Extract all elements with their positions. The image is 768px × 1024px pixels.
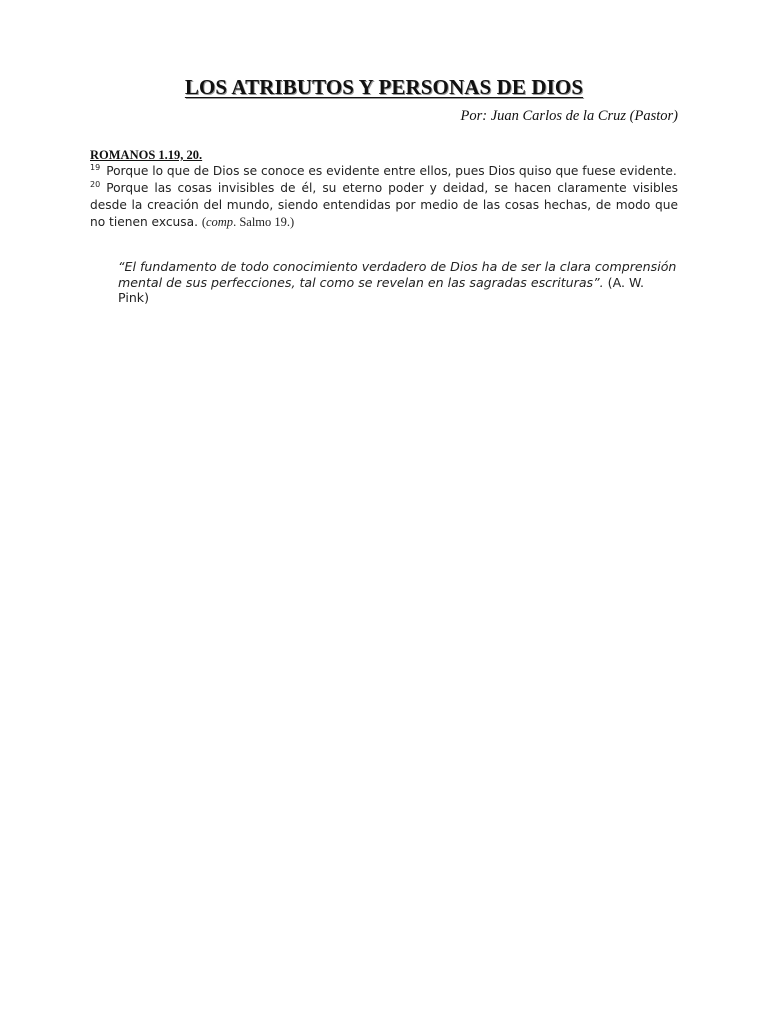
quote-text: “El fundamento de todo conocimiento verdadero de Dios ha de ser la clara comprensión mental de sus perfecciones, tal como se revelan en las sagradas escrituras”. [118, 259, 677, 290]
verse-text: Porque las cosas invisibles de él, su eterno poder y deidad, se hacen claramente visibles desde la creación del mundo, siendo entendidas por medio de las cosas hechas, de modo que no tienen excusa. [90, 181, 678, 229]
quote-author: (A. W. Pink) [118, 274, 644, 305]
document-title: LOS ATRIBUTOS Y PERSONAS DE DIOS [184, 75, 584, 99]
verse-number: 20 [90, 180, 101, 189]
verse-19 [90, 163, 678, 180]
block-quote [118, 259, 678, 306]
cross-reference: (comp. Salmo 19.) [201, 215, 295, 229]
verse-20 [90, 180, 678, 231]
scripture-passage [90, 163, 678, 231]
author-byline: Por: Juan Carlos de la Cruz (Pastor) [460, 108, 678, 124]
verse-text: Porque lo que de Dios se conoce es evidente entre ellos, pues Dios quiso que fuese evidente. [106, 164, 677, 178]
verse-number: 19 [90, 163, 101, 172]
scripture-reference: ROMANOS 1.19, 20. [90, 148, 203, 162]
